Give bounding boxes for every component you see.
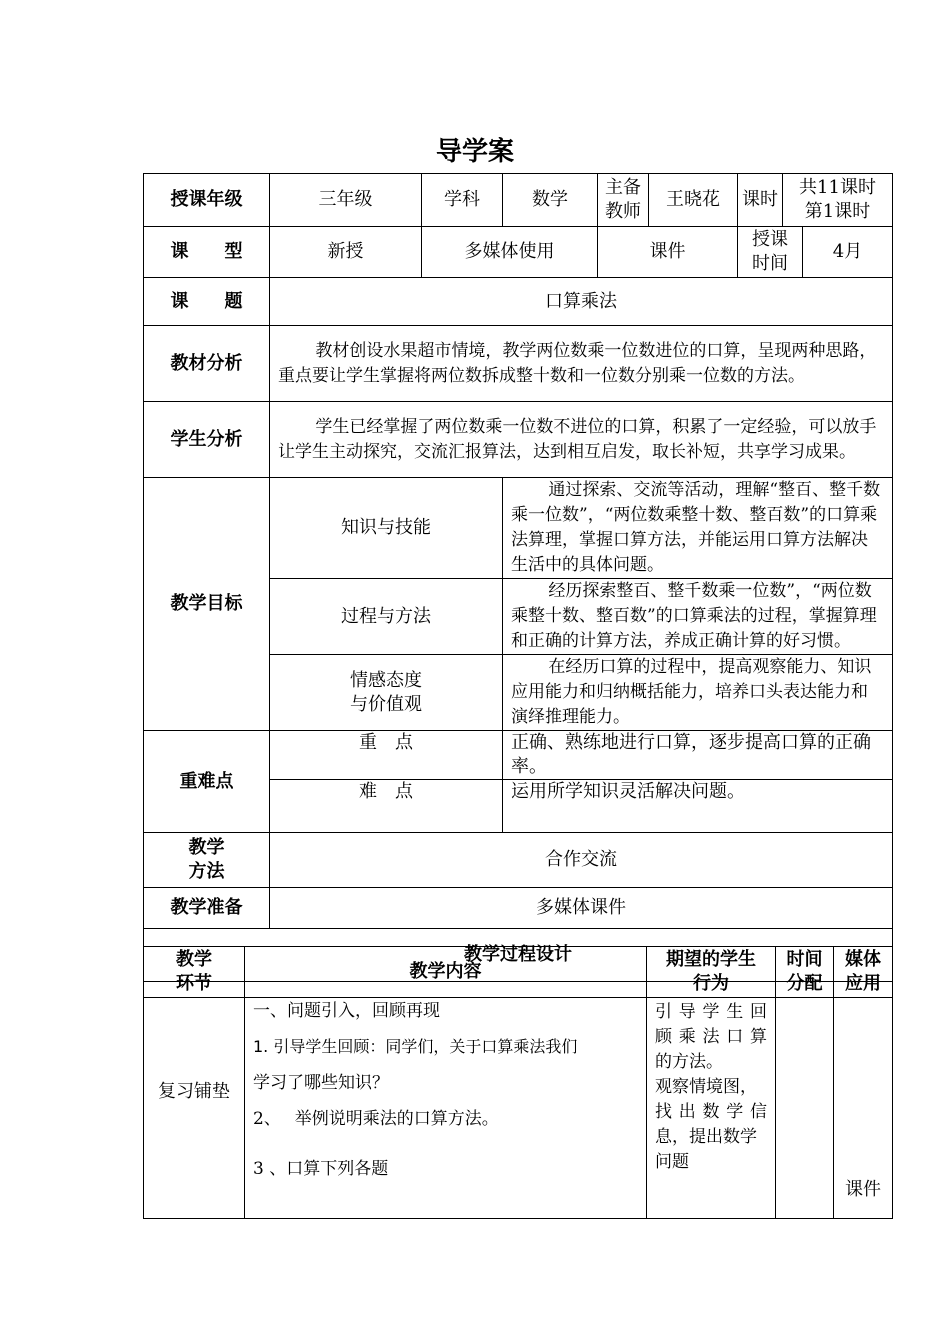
col-header-stage — [144, 947, 245, 998]
col-header-time-line2: 分配 — [786, 973, 823, 994]
time-label — [738, 227, 803, 278]
method-value: 合作交流 — [270, 833, 893, 888]
grade-label: 授课年级 — [144, 174, 270, 227]
col-header-time-line1: 时间 — [786, 949, 823, 970]
prep-label: 教学准备 — [144, 888, 270, 929]
behavior-line: 找出数学信 — [655, 1102, 767, 1122]
key-point-text: 正确、熟练地进行口算，逐步提高口算的正确率。 — [503, 731, 893, 780]
teacher-label — [598, 174, 649, 227]
prep-value: 多媒体课件 — [270, 888, 893, 929]
hours-total: 共11课时 — [799, 177, 876, 198]
goal-knowledge-text: 通过探索、交流等活动，理解“整百、整千数乘一位数”，“两位数乘整十数、整百数”的口算乘法算理，掌握口算方法，并能运用口算方法解决生活中的具体问题。 — [503, 478, 893, 579]
hard-point-label: 难 点 — [270, 780, 503, 833]
goal-attitude-label-line1: 情感态度 — [350, 669, 422, 691]
stage-review: 复习铺垫 — [144, 998, 245, 1219]
material-analysis-label: 教材分析 — [144, 326, 270, 402]
method-label-line2: 方法 — [188, 861, 225, 882]
content-cell — [245, 998, 647, 1219]
media-use-value: 课件 — [598, 227, 738, 278]
content-line: 2、 举例说明乘法的口算方法。 — [253, 1109, 499, 1129]
time-value: 4月 — [803, 227, 893, 278]
col-header-content: 教学内容 — [245, 947, 647, 998]
lesson-info-table — [143, 173, 893, 982]
behavior-line: 息，提出数学 — [655, 1127, 757, 1147]
method-label-line1: 教学 — [188, 837, 225, 858]
student-analysis-text: 学生已经掌握了两位数乘一位数不进位的口算，积累了一定经验，可以放手让学生主动探究，交流汇报算法，达到相互启发，取长补短，共享学习成果。 — [270, 402, 893, 478]
goal-attitude-label-line2: 与价值观 — [350, 693, 422, 715]
keypoints-label: 重难点 — [144, 731, 270, 833]
hours-label: 课时 — [738, 174, 783, 227]
hours-value — [783, 174, 893, 227]
behavior-line: 顾乘法口算 — [655, 1027, 767, 1047]
content-line: 3 、口算下列各题 — [253, 1159, 389, 1179]
goal-process-label: 过程与方法 — [270, 579, 503, 655]
hours-current: 第1课时 — [804, 201, 871, 222]
teacher-value: 王晓花 — [649, 174, 738, 227]
page-title: 导学案 — [435, 137, 514, 167]
time-label-line2: 时间 — [752, 253, 788, 274]
method-label — [144, 833, 270, 888]
media-cell: 课件 — [834, 998, 893, 1219]
col-header-media-line2: 应用 — [845, 973, 881, 994]
content-line: 1. 引导学生回顾：同学们，关于口算乘法我们 — [253, 1037, 578, 1056]
key-point-label: 重 点 — [270, 731, 503, 780]
hard-point-text: 运用所学知识灵活解决问题。 — [503, 780, 893, 833]
goal-attitude-text: 在经历口算的过程中，提高观察能力、知识应用能力和归纳概括能力，培养口头表达能力和演绎推理能力。 — [503, 655, 893, 731]
subject-label: 学科 — [422, 174, 503, 227]
topic-value: 口算乘法 — [270, 278, 893, 326]
teaching-process-table — [143, 946, 893, 1219]
col-header-behavior-line2: 行为 — [693, 973, 729, 994]
goal-attitude-label — [270, 655, 503, 731]
time-cell — [776, 998, 834, 1219]
col-header-stage-line2: 环节 — [176, 973, 212, 994]
content-line: 一、问题引入，回顾再现 — [253, 1001, 440, 1021]
col-header-behavior-line1: 期望的学生 — [666, 949, 756, 970]
type-label: 课 型 — [144, 227, 270, 278]
behavior-line: 引导学生回 — [655, 1002, 767, 1022]
topic-label: 课 题 — [144, 278, 270, 326]
behavior-line: 问题 — [655, 1152, 689, 1172]
media-use-label: 多媒体使用 — [422, 227, 598, 278]
col-header-stage-line1: 教学 — [176, 949, 212, 970]
goal-knowledge-label: 知识与技能 — [270, 478, 503, 579]
teacher-label-line1: 主备 — [605, 177, 641, 198]
col-header-behavior — [647, 947, 776, 998]
teacher-label-line2: 教师 — [605, 201, 641, 222]
process-title: 教学过程设计 — [144, 929, 893, 982]
goal-process-text: 经历探索整百、整千数乘一位数”，“两位数乘整十数、整百数”的口算乘法的过程，掌握算理和正确的计算方法，养成正确计算的好习惯。 — [503, 579, 893, 655]
student-analysis-label: 学生分析 — [144, 402, 270, 478]
col-header-media-line1: 媒体 — [845, 949, 881, 970]
material-analysis-text: 教材创设水果超市情境，教学两位数乘一位数进位的口算，呈现两种思路，重点要让学生掌握将两位数拆成整十数和一位数分别乘一位数的方法。 — [270, 326, 893, 402]
subject-value: 数学 — [503, 174, 598, 227]
type-value: 新授 — [270, 227, 422, 278]
teaching-goals-label: 教学目标 — [144, 478, 270, 731]
col-header-time — [776, 947, 834, 998]
grade-value: 三年级 — [270, 174, 422, 227]
time-label-line1: 授课 — [752, 229, 788, 250]
behavior-line: 观察情境图， — [655, 1077, 757, 1097]
behavior-cell — [647, 998, 776, 1219]
content-line: 学习了哪些知识？ — [253, 1073, 389, 1093]
col-header-media — [834, 947, 893, 998]
behavior-line: 的方法。 — [655, 1052, 723, 1072]
